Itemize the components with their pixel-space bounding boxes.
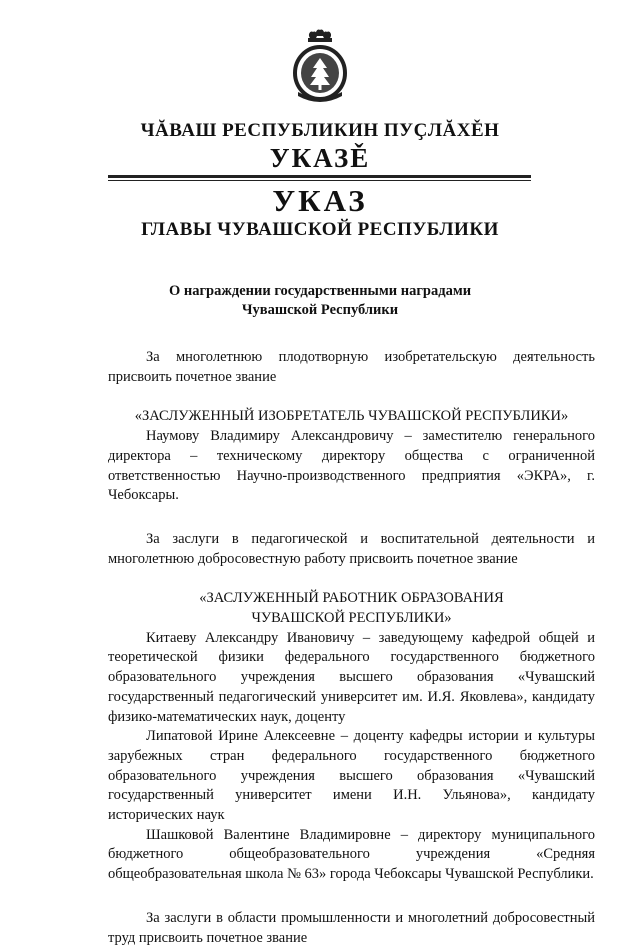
authority-heading: ГЛАВЫ ЧУВАШСКОЙ РЕСПУБЛИКИ [141, 219, 499, 240]
education-intro-paragraph: За заслуги в педагогической и воспитательной деятельности и многолетнюю добросовестную работу присвоить почетное звание [108, 530, 595, 567]
education-title-line-2: ЧУВАШСКОЙ РЕСПУБЛИКИ» [251, 610, 452, 627]
decree-subject [0, 282, 640, 320]
chuvash-decree-heading: УКАЗĚ [269, 143, 371, 173]
decree-heading: УКАЗ [272, 183, 368, 218]
header-divider-thick [108, 175, 531, 178]
chuvash-coat-of-arms-emblem [288, 28, 352, 102]
industry-intro-paragraph: За заслуги в области промышленности и многолетний добросовестный труд присвоить почетное звание [108, 909, 595, 946]
awardee-paragraph: Китаеву Александру Ивановичу – заведующему кафедрой общей и теоретической физики федерального государственного бюджетного образовательного учреждения высшего образования «Чувашский государственный педагогический университет им. И.Я. Яковлева», кандидату физико-математических наук, доценту [108, 629, 595, 725]
chuvash-authority-heading: ЧĂВАШ РЕСПУБЛИКИН ПУҪЛĂХĚН [140, 120, 500, 141]
inventor-intro-paragraph: За многолетнюю плодотворную изобретательскую деятельность присвоить почетное звание [108, 349, 595, 385]
awardee-paragraph: Наумову Владимиру Александровичу – заместителю генерального директора – техническому директору общества с ограниченной ответственностью Научно-производственного предприятия «ЭКРА», г. Чебоксары. [108, 428, 595, 504]
subject-line-2: Чувашской Республики [241, 302, 399, 318]
decree-body [108, 348, 595, 948]
awardee-paragraph: Шашковой Валентине Владимировне – директору муниципального бюджетного общеобразовательного учреждения «Средняя общеобразовательная школа № 63» города Чебоксары Чувашской Республики. [108, 826, 595, 883]
education-title-line-1: «ЗАСЛУЖЕННЫЙ РАБОТНИК ОБРАЗОВАНИЯ [199, 590, 504, 607]
header-divider-thin [108, 180, 531, 181]
awardee-paragraph: Липатовой Ирине Алексеевне – доценту кафедры истории и культуры зарубежных стран федерального государственного бюджетного образовательного учреждения высшего образования «Чувашский государственный университет имени И.Н. Ульянова», кандидату исторических наук [108, 728, 595, 824]
subject-line-1: О награждении государственными наградами [168, 283, 472, 299]
inventor-title: «ЗАСЛУЖЕННЫЙ ИЗОБРЕТАТЕЛЬ ЧУВАШСКОЙ РЕСПУБЛИКИ» [134, 408, 569, 425]
